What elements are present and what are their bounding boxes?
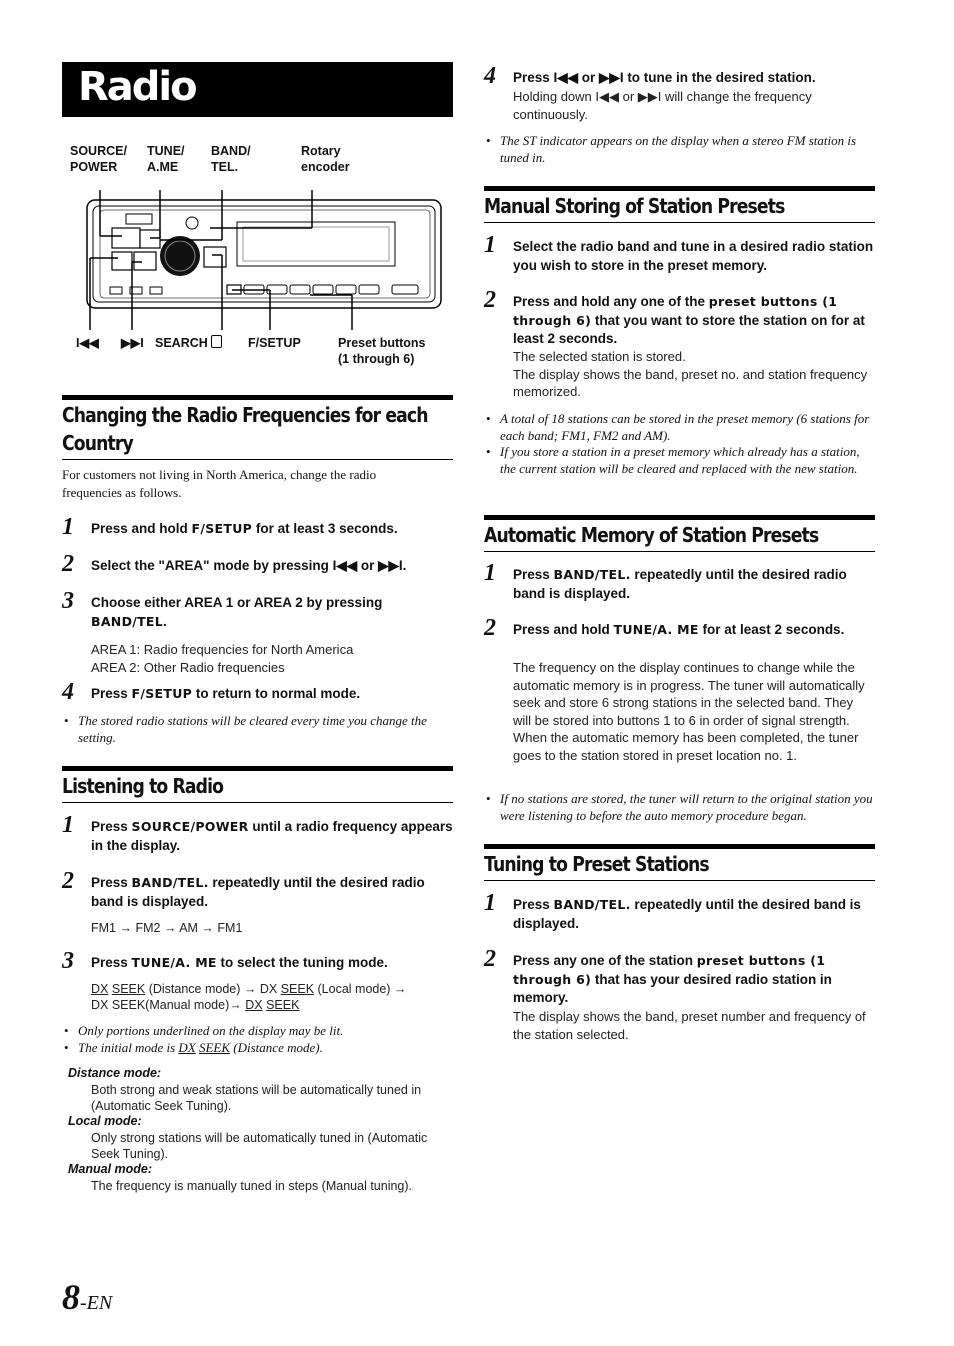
section-heading-listening: Listening to Radio <box>62 766 453 803</box>
label-prev-button: I◀◀ <box>76 336 99 350</box>
listening-note-2: • The initial mode is DX SEEK (Distance mode). <box>78 1039 453 1056</box>
label-preset-buttons: Preset buttons (1 through 6) <box>338 336 426 366</box>
tuning-mode-sequence: DX SEEK (Distance mode) → DX SEEK (Local mode) → DX SEEK(Manual mode)→ DX SEEK <box>91 982 407 1012</box>
label-tune-ame: TUNE/ A.ME <box>147 144 185 174</box>
local-mode-heading: Local mode: <box>68 1114 142 1128</box>
step-number: 3 <box>62 588 74 614</box>
manual-storing-step-2-body: The selected station is stored. The display shows the band, preset no. and station frequency memorized. <box>513 349 868 399</box>
frequencies-note: • The stored radio stations will be cleared every time you change the setting. <box>78 712 453 746</box>
step-number: 4 <box>62 679 74 705</box>
distance-mode-heading: Distance mode: <box>68 1066 162 1080</box>
step-number: 1 <box>484 232 496 258</box>
page-title: Radio <box>78 64 196 110</box>
manual-mode-heading: Manual mode: <box>68 1162 153 1176</box>
listening-note-1: • Only portions underlined on the display may be lit. <box>78 1022 453 1039</box>
listening-step-4-body: Holding down I◀◀ or ▶▶I will change the frequency continuously. <box>513 89 812 122</box>
auto-memory-note: • If no stations are stored, the tuner will return to the original station you were listening to before the auto memory procedure began. <box>500 790 875 824</box>
step-number: 2 <box>484 287 496 313</box>
label-band-tel: BAND/ TEL. <box>211 144 251 174</box>
band-sequence: FM1 → FM2 → AM → FM1 <box>91 921 243 935</box>
auto-memory-step-2-body: The frequency on the display continues to change while the automatic memory is in progress. The tuner will automatically seek and store 6 strong stations in the selected band. They will be stored into buttons 1 to 6 in order of signal strength. When the automatic memory has been completed, the tuner goes to the station stored in preset location no. 1. <box>513 660 865 763</box>
step-number: 2 <box>484 946 496 972</box>
section-heading-automatic-memory: Automatic Memory of Station Presets <box>484 515 875 552</box>
step-number: 1 <box>62 812 74 838</box>
section-heading-preset-stations: Tuning to Preset Stations <box>484 844 875 881</box>
step-number: 2 <box>484 615 496 641</box>
step-number: 4 <box>484 63 496 89</box>
manual-storing-note-2: • If you store a station in a preset memory which already has a station, the current station will be cleared and replaced with the new station. <box>500 443 875 477</box>
page-title-bar <box>62 62 453 117</box>
label-next-button: ▶▶I <box>121 336 144 350</box>
preset-step-2-body: The display shows the band, preset number and frequency of the station selected. <box>513 1009 866 1042</box>
step-number: 1 <box>484 560 496 586</box>
local-mode-body: Only strong stations will be automatically tuned in (Automatic Seek Tuning). <box>91 1131 428 1161</box>
manual-storing-note-1: • A total of 18 stations can be stored in the preset memory (6 stations for each band; FM1, FM2 and AM). <box>500 410 875 444</box>
stereo-note: • The ST indicator appears on the display when a stereo FM station is tuned in. <box>500 132 875 166</box>
label-search: SEARCH <box>155 335 222 351</box>
distance-mode-body: Both strong and weak stations will be automatically tuned in (Automatic Seek Tuning). <box>91 1083 422 1113</box>
search-icon <box>211 335 222 348</box>
section-heading-manual-storing: Manual Storing of Station Presets <box>484 186 875 223</box>
page-number: 8-EN <box>62 1277 113 1317</box>
manual-mode-body: The frequency is manually tuned in steps (Manual tuning). <box>91 1179 413 1193</box>
label-fsetup: F/SETUP <box>248 336 301 350</box>
step-number: 3 <box>62 948 74 974</box>
section-heading-frequencies: Changing the Radio Frequencies for each Country <box>62 395 453 460</box>
step-number: 2 <box>62 551 74 577</box>
step-number: 1 <box>484 890 496 916</box>
frequencies-intro: For customers not living in North America, change the radio frequencies as follows. <box>62 467 377 500</box>
step-number: 2 <box>62 868 74 894</box>
step-number: 1 <box>62 514 74 540</box>
area-options: AREA 1: Radio frequencies for North America AREA 2: Other Radio frequencies <box>91 642 354 675</box>
label-source-power: SOURCE/ POWER <box>70 144 127 174</box>
label-rotary-encoder: Rotary encoder <box>301 144 350 174</box>
radio-faceplate-figure <box>62 130 453 380</box>
